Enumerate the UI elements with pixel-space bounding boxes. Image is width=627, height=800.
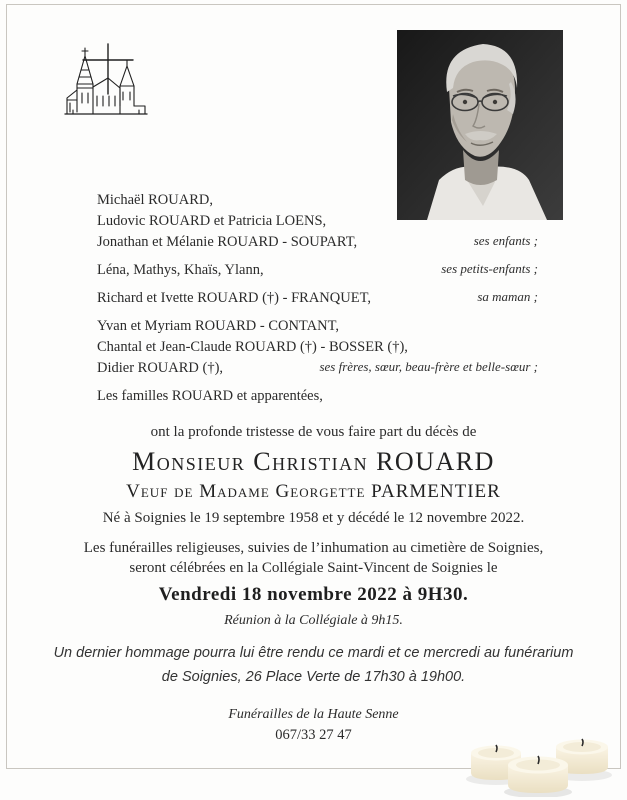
- family-row: [97, 386, 538, 407]
- relation-label: ses petits-enfants ;: [441, 261, 538, 276]
- life-dates: Né à Soignies le 19 septembre 1958 et y décédé le 12 novembre 2022.: [102, 510, 525, 526]
- family-row: [97, 288, 538, 309]
- family-row: [97, 232, 538, 253]
- funeral-line2: seront célébrées en la Collégiale Saint-Vincent de Soignies le: [129, 560, 498, 576]
- family-name: Jonathan et Mélanie ROUARD - SOUPART,: [97, 234, 358, 250]
- family-name: Didier ROUARD (†),: [97, 360, 224, 376]
- tribute-note: [0, 641, 627, 689]
- family-row: [97, 316, 538, 337]
- family-row: [97, 358, 538, 379]
- family-name: Ludovic ROUARD et Patricia LOENS,: [97, 213, 327, 229]
- funeral-line1: Les funérailles religieuses, suivies de l’inhumation au cimetière de Soignies,: [83, 540, 544, 556]
- funeral-date: Vendredi 18 novembre 2022 à 9H30.: [158, 584, 469, 605]
- family-name: Yvan et Myriam ROUARD - CONTANT,: [97, 318, 339, 334]
- family-name: Chantal et Jean-Claude ROUARD (†) - BOSSER (†),: [97, 339, 408, 355]
- family-row: [97, 337, 538, 358]
- deceased-subtitle: Veuf de Madame Georgette PARMENTIER: [126, 481, 501, 502]
- funeral-details: [0, 538, 627, 578]
- family-row: [97, 211, 538, 232]
- family-row: [97, 190, 538, 211]
- funeral-home-phone: 067/33 27 47: [275, 727, 352, 743]
- meeting-note: Réunion à la Collégiale à 9h15.: [224, 613, 403, 628]
- family-name: Les familles ROUARD et apparentées,: [97, 388, 323, 404]
- candles-icon: [460, 733, 620, 797]
- family-name: Léna, Mathys, Khaïs, Ylann,: [97, 262, 264, 278]
- tribute-line2: de Soignies, 26 Place Verte de 17h30 à 19h00.: [161, 669, 466, 685]
- relation-label: ses frères, sœur, beau-frère et belle-sœur ;: [319, 359, 538, 374]
- relation-label: ses enfants ;: [473, 233, 538, 248]
- family-list: [97, 190, 538, 407]
- family-name: Michaël ROUARD,: [97, 192, 213, 208]
- deceased-name: Monsieur Christian ROUARD: [132, 447, 495, 476]
- relation-label: sa maman ;: [477, 289, 538, 304]
- funeral-home-name: Funérailles de la Haute Senne: [228, 707, 399, 722]
- announcement-intro: ont la profonde tristesse de vous faire part du décès de: [150, 424, 477, 440]
- tribute-line1: Un dernier hommage pourra lui être rendu ce mardi et ce mercredi au funérarium: [53, 645, 574, 661]
- family-row: [97, 260, 538, 281]
- church-icon: [52, 40, 164, 140]
- family-name: Richard et Ivette ROUARD (†) - FRANQUET,: [97, 290, 371, 306]
